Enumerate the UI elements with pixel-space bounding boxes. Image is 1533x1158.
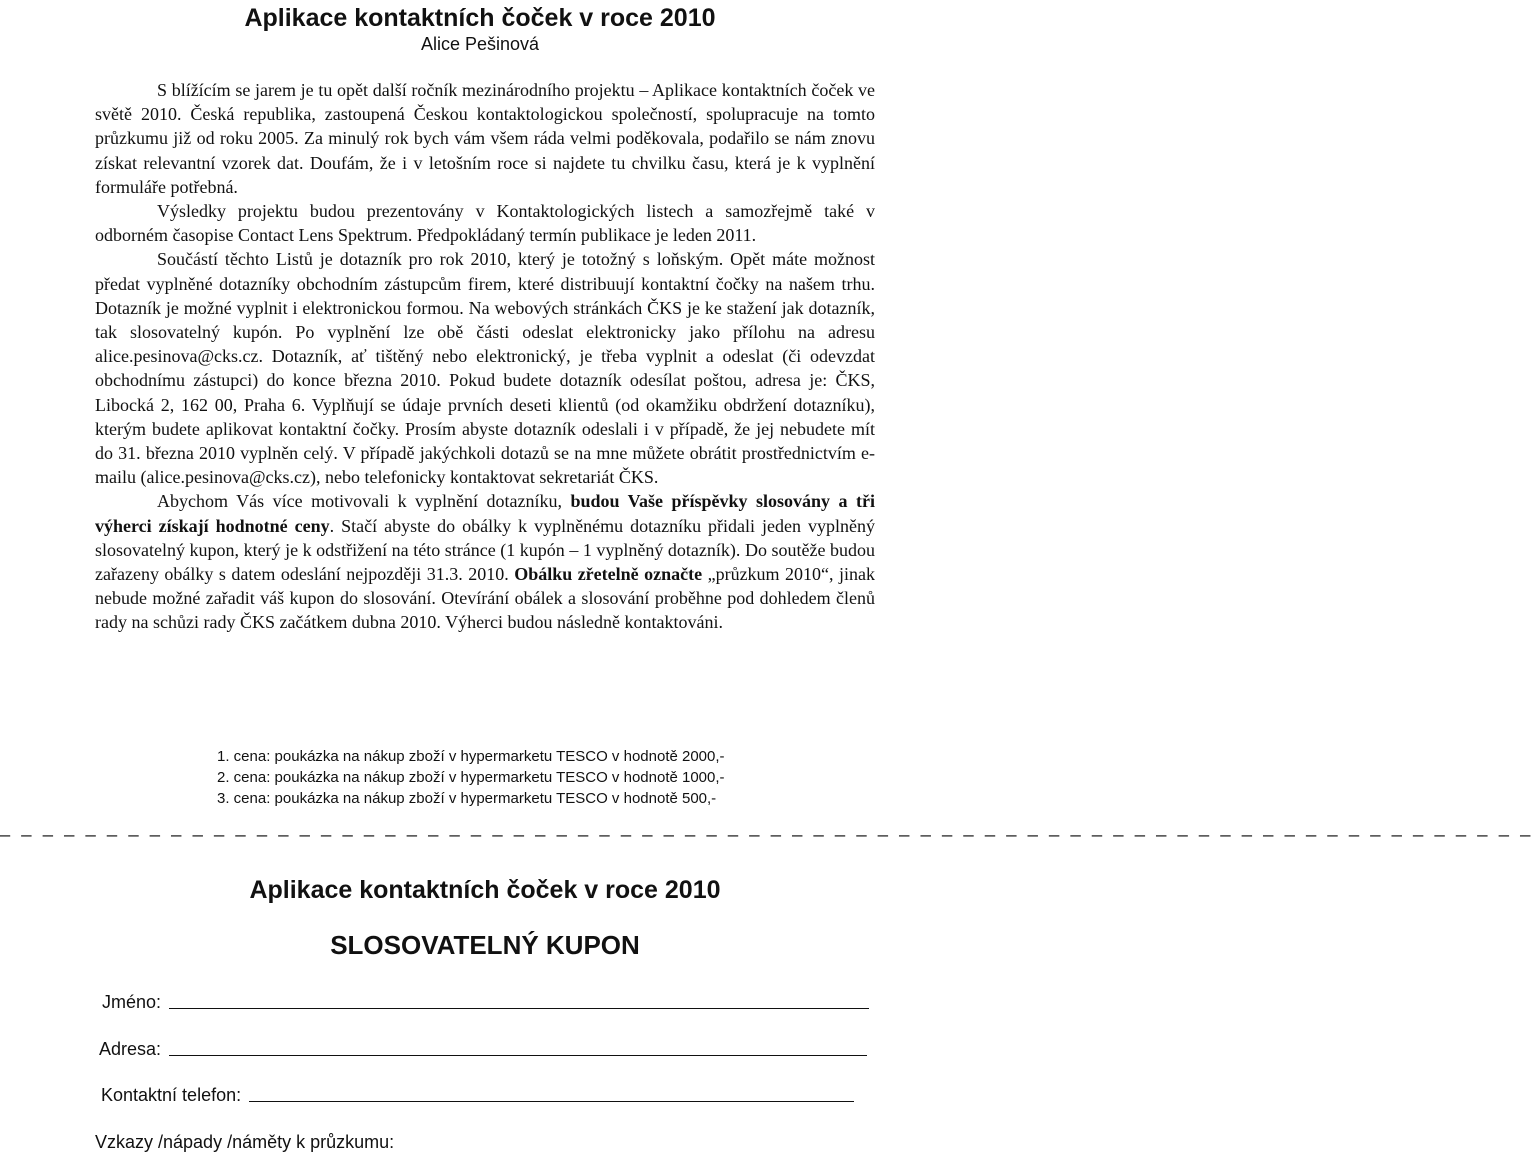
paragraph-lottery [95,489,875,634]
name-field-label: Jméno: [102,992,162,1012]
article-header [0,0,960,55]
paragraph-results: Výsledky projektu budou prezentovány v Kontaktologických listech a samozřejmě také v odborném časopise Contact Lens Spektrum. Předpokládaný termín publikace je leden 2011. [95,201,875,246]
lottery-text-a: Abychom Vás více motivovali k vyplnění dotazníku, [157,491,571,512]
comments-field-label: Vzkazy /nápady /náměty k průzkumu: [95,1132,395,1152]
article-author: Alice Pešinová [420,34,540,54]
lottery-text-bold-d: Obálku zřetelně označte [514,564,703,585]
phone-field[interactable] [101,1085,854,1106]
phone-field-label: Kontaktní telefon: [101,1085,242,1105]
address-field-line[interactable] [169,1055,867,1056]
name-field-line[interactable] [169,1008,869,1009]
address-field[interactable] [99,1039,867,1060]
prize-item-3: 3. cena: poukázka na nákup zboží v hypermarketu TESCO v hodnotě 500,- [217,790,717,807]
prize-item-1: 1. cena: poukázka na nákup zboží v hypermarketu TESCO v hodnotě 2000,- [217,748,725,765]
prize-item-2: 2. cena: poukázka na nákup zboží v hypermarketu TESCO v hodnotě 1000,- [217,769,725,786]
phone-field-line[interactable] [249,1101,854,1102]
prize-list [217,746,725,809]
article-body [95,78,875,635]
article-title: Aplikace kontaktních čoček v roce 2010 [244,4,716,32]
lottery-text-c: . Stačí abyste do obálky k vyplněnému dotazníku přidali jeden vyplněný slosovatelný kupon, který je k odstřižení na této stránce (1 kupón – 1 vyplněný dotazník). Do soutěže budou zařazeny obálky s datem odeslání nejpozději 31.3. 2010. [95,515,876,585]
lottery-text-bold-a: budou Vaše příspěvky slosovány a tři výherci získají hodnotné ceny [95,491,875,536]
paragraph-intro: S blížícím se jarem je tu opět další ročník mezinárodního projektu – Aplikace kontaktních čoček ve světě 2010. Česká republika, zastoupená Českou kontaktologickou společností, spolupracuje na tomto průzkumu již od roku 2005. Za minulý rok bych vám všem ráda velmi poděkovala, podařilo se nám znovu získat relevantní vzorek dat. Doufám, že i v letošním roce si najdete tu chvilku času, která je k vyplnění formuláře potřebná. [95,80,875,197]
coupon-subtitle: SLOSOVATELNÝ KUPON [330,930,640,960]
cut-here-dashed-line: _ _ _ _ _ _ _ _ _ _ _ _ _ _ _ _ _ _ _ _ _ _ _ _ _ _ _ _ _ _ _ _ _ _ _ _ _ _ _ _ _ _ _ _ _ _ _ _ _ _ _ _ _ _ _ _ _ _ _ _ _ _ _ _ _ _ _ _ _ _ _ _ [0,817,1533,837]
name-field[interactable] [102,992,869,1013]
comments-field[interactable] [95,1132,394,1153]
coupon-title: Aplikace kontaktních čoček v roce 2010 [249,876,721,904]
address-field-label: Adresa: [99,1039,162,1059]
paragraph-questionnaire: Součástí těchto Listů je dotazník pro rok 2010, který je totožný s loňským. Opět máte možnost předat vyplněné dotazníky obchodním zástupcům firem, které distribuují kontaktní čočky na našem trhu. Dotazník je možné vyplnit i elektronickou formou. Na webových stránkách ČKS je ke stažení jak dotazník, tak slosovatelný kupón. Po vyplnění lze obě části odeslat elektronicky jako přílohu na adresu alice.pesinova@cks.cz. Dotazník, ať tištěný nebo elektronický, je třeba vyplnit a odeslat (či odevzdat obchodnímu zástupci) do konce března 2010. Pokud budete dotazník odesílat poštou, adresa je: ČKS, Libocká 2, 162 00, Praha 6. Vyplňují se údaje prvních deseti klientů (od okamžiku obdržení dotazníku), kterým budete aplikovat kontaktní čočky. Prosím abyste dotazník odeslali i v případě, že jej nebudete mít do 31. března 2010 vyplněn celý. V případě jakýchkoli dotazů se na mne můžete obrátit prostřednictvím e-mailu (alice.pesinova@cks.cz), nebo telefonicky kontaktovat sekretariát ČKS. [95,249,875,488]
lottery-text-e: „průzkum 2010“, jinak nebude možné zařadit váš kupon do slosování. Otevírání obálek a slosování proběhne pod dohledem členů rady na schůzi rady ČKS začátkem dubna 2010. Výherci budou následně kontaktováni. [95,564,875,633]
